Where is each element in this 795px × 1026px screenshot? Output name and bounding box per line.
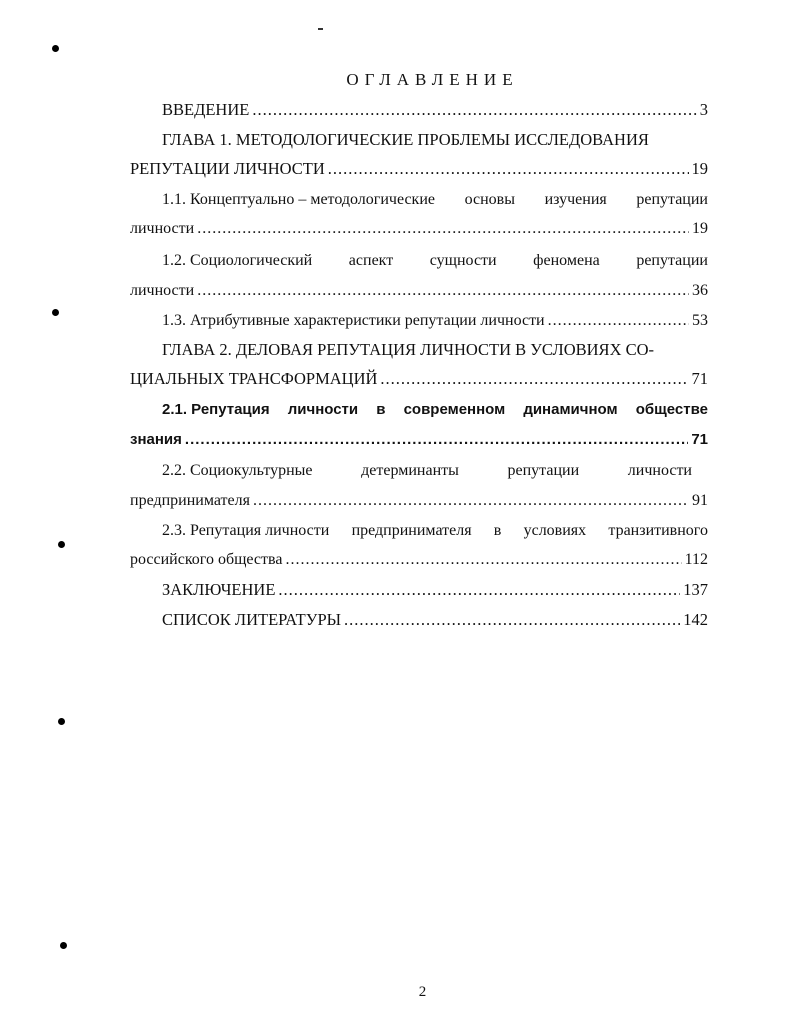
leader-dots [380,369,688,389]
toc-entry-section-2-2 [130,491,708,511]
toc-word: в [376,401,386,418]
toc-page-number: 3 [699,100,708,119]
scan-speck [318,28,323,30]
binding-hole-mark [60,942,67,949]
toc-page-number: 36 [692,282,708,299]
toc-word: предпринимателя [351,522,472,539]
toc-word: современном [403,401,506,418]
toc-entry-label: российского общества [130,551,283,568]
toc-entry-label: личности [130,282,195,299]
toc-entry-label: ГЛАВА 1. МЕТОДОЛОГИЧЕСКИЕ ПРОБЛЕМЫ ИССЛЕДОВАНИЯ [162,130,649,149]
toc-section-2-2-heading [162,461,692,481]
toc-word: 2.3. Репутация личности [162,522,330,539]
toc-page-number: 142 [683,610,708,629]
leader-dots [344,610,680,630]
leader-dots [548,311,689,331]
toc-page-number: 71 [691,369,708,388]
toc-entry-references [162,610,708,630]
page-title: ОГЛАВЛЕНИЕ [346,70,519,89]
toc-entry-chapter-1 [130,159,708,179]
toc-page-number: 19 [692,220,708,237]
toc-word: личности [287,401,359,418]
toc-word: изучения [544,191,607,208]
toc-page-number: 19 [691,159,708,178]
leader-dots [252,100,696,120]
leader-dots [197,219,689,239]
toc-word: 1.1. Концептуально – методологические [162,191,435,208]
toc-entry-section-2-3 [130,550,708,570]
toc-word: условиях [523,522,587,539]
toc-entry-introduction [162,100,708,120]
leader-dots [185,430,688,450]
toc-page-number: 53 [692,312,708,329]
toc-section-1-2-heading [162,251,708,271]
toc-word: репутации [636,252,708,269]
toc-entry-label: личности [130,220,195,237]
toc-entry-label: знания [130,431,182,448]
toc-entry-label: 1.3. Атрибутивные характеристики репутации личности [162,312,545,329]
toc-page-number: 91 [692,492,708,509]
toc-entry-label: предпринимателя [130,492,250,509]
toc-entry-section-1-3 [162,311,708,331]
toc-word: 2.2. Социокультурные [162,462,313,479]
toc-entry-label: ГЛАВА 2. ДЕЛОВАЯ РЕПУТАЦИЯ ЛИЧНОСТИ В УСЛОВИЯХ СО- [162,340,655,359]
leader-dots [197,281,689,301]
toc-word: личности [627,462,692,479]
toc-chapter-2-heading [162,340,708,360]
toc-word: детерминанты [361,462,459,479]
toc-entry-section-2-1 [130,430,708,450]
toc-word: основы [464,191,515,208]
toc-entry-label: ЗАКЛЮЧЕНИЕ [162,580,276,599]
leader-dots [285,550,681,570]
toc-section-2-1-heading [162,400,708,420]
toc-word: транзитивного [608,522,708,539]
toc-word: обществе [635,401,708,418]
toc-entry-conclusion [162,580,708,600]
binding-hole-mark [58,541,65,548]
toc-entry-section-1-1 [130,219,708,239]
leader-dots [328,159,689,179]
binding-hole-mark [58,718,65,725]
toc-entry-label: РЕПУТАЦИИ ЛИЧНОСТИ [130,159,325,178]
toc-page-number: 71 [691,431,708,448]
toc-word: 1.2. Социологический [162,252,313,269]
toc-page-number: 112 [684,551,708,568]
toc-entry-label: СПИСОК ЛИТЕРАТУРЫ [162,610,342,629]
toc-entry-chapter-2 [130,369,708,389]
binding-hole-mark [52,309,59,316]
toc-chapter-1-heading [162,130,708,150]
toc-word: в [493,522,502,539]
leader-dots [278,580,680,600]
toc-section-1-1-heading [162,190,708,210]
toc-word: аспект [348,252,394,269]
binding-hole-mark [52,45,59,52]
toc-word: сущности [429,252,497,269]
page-number: 2 [418,984,427,1000]
toc-section-2-3-heading [162,521,708,541]
leader-dots [253,491,689,511]
toc-word: 2.1. Репутация [162,401,270,418]
toc-page-number: 137 [683,580,708,599]
toc-word: репутации [636,191,708,208]
toc-word: феномена [533,252,600,269]
toc-entry-label: ВВЕДЕНИЕ [162,100,250,119]
toc-word: динамичном [523,401,618,418]
toc-entry-section-1-2 [130,281,708,301]
toc-entry-label: ЦИАЛЬНЫХ ТРАНСФОРМАЦИЙ [130,369,378,388]
toc-word: репутации [507,462,580,479]
